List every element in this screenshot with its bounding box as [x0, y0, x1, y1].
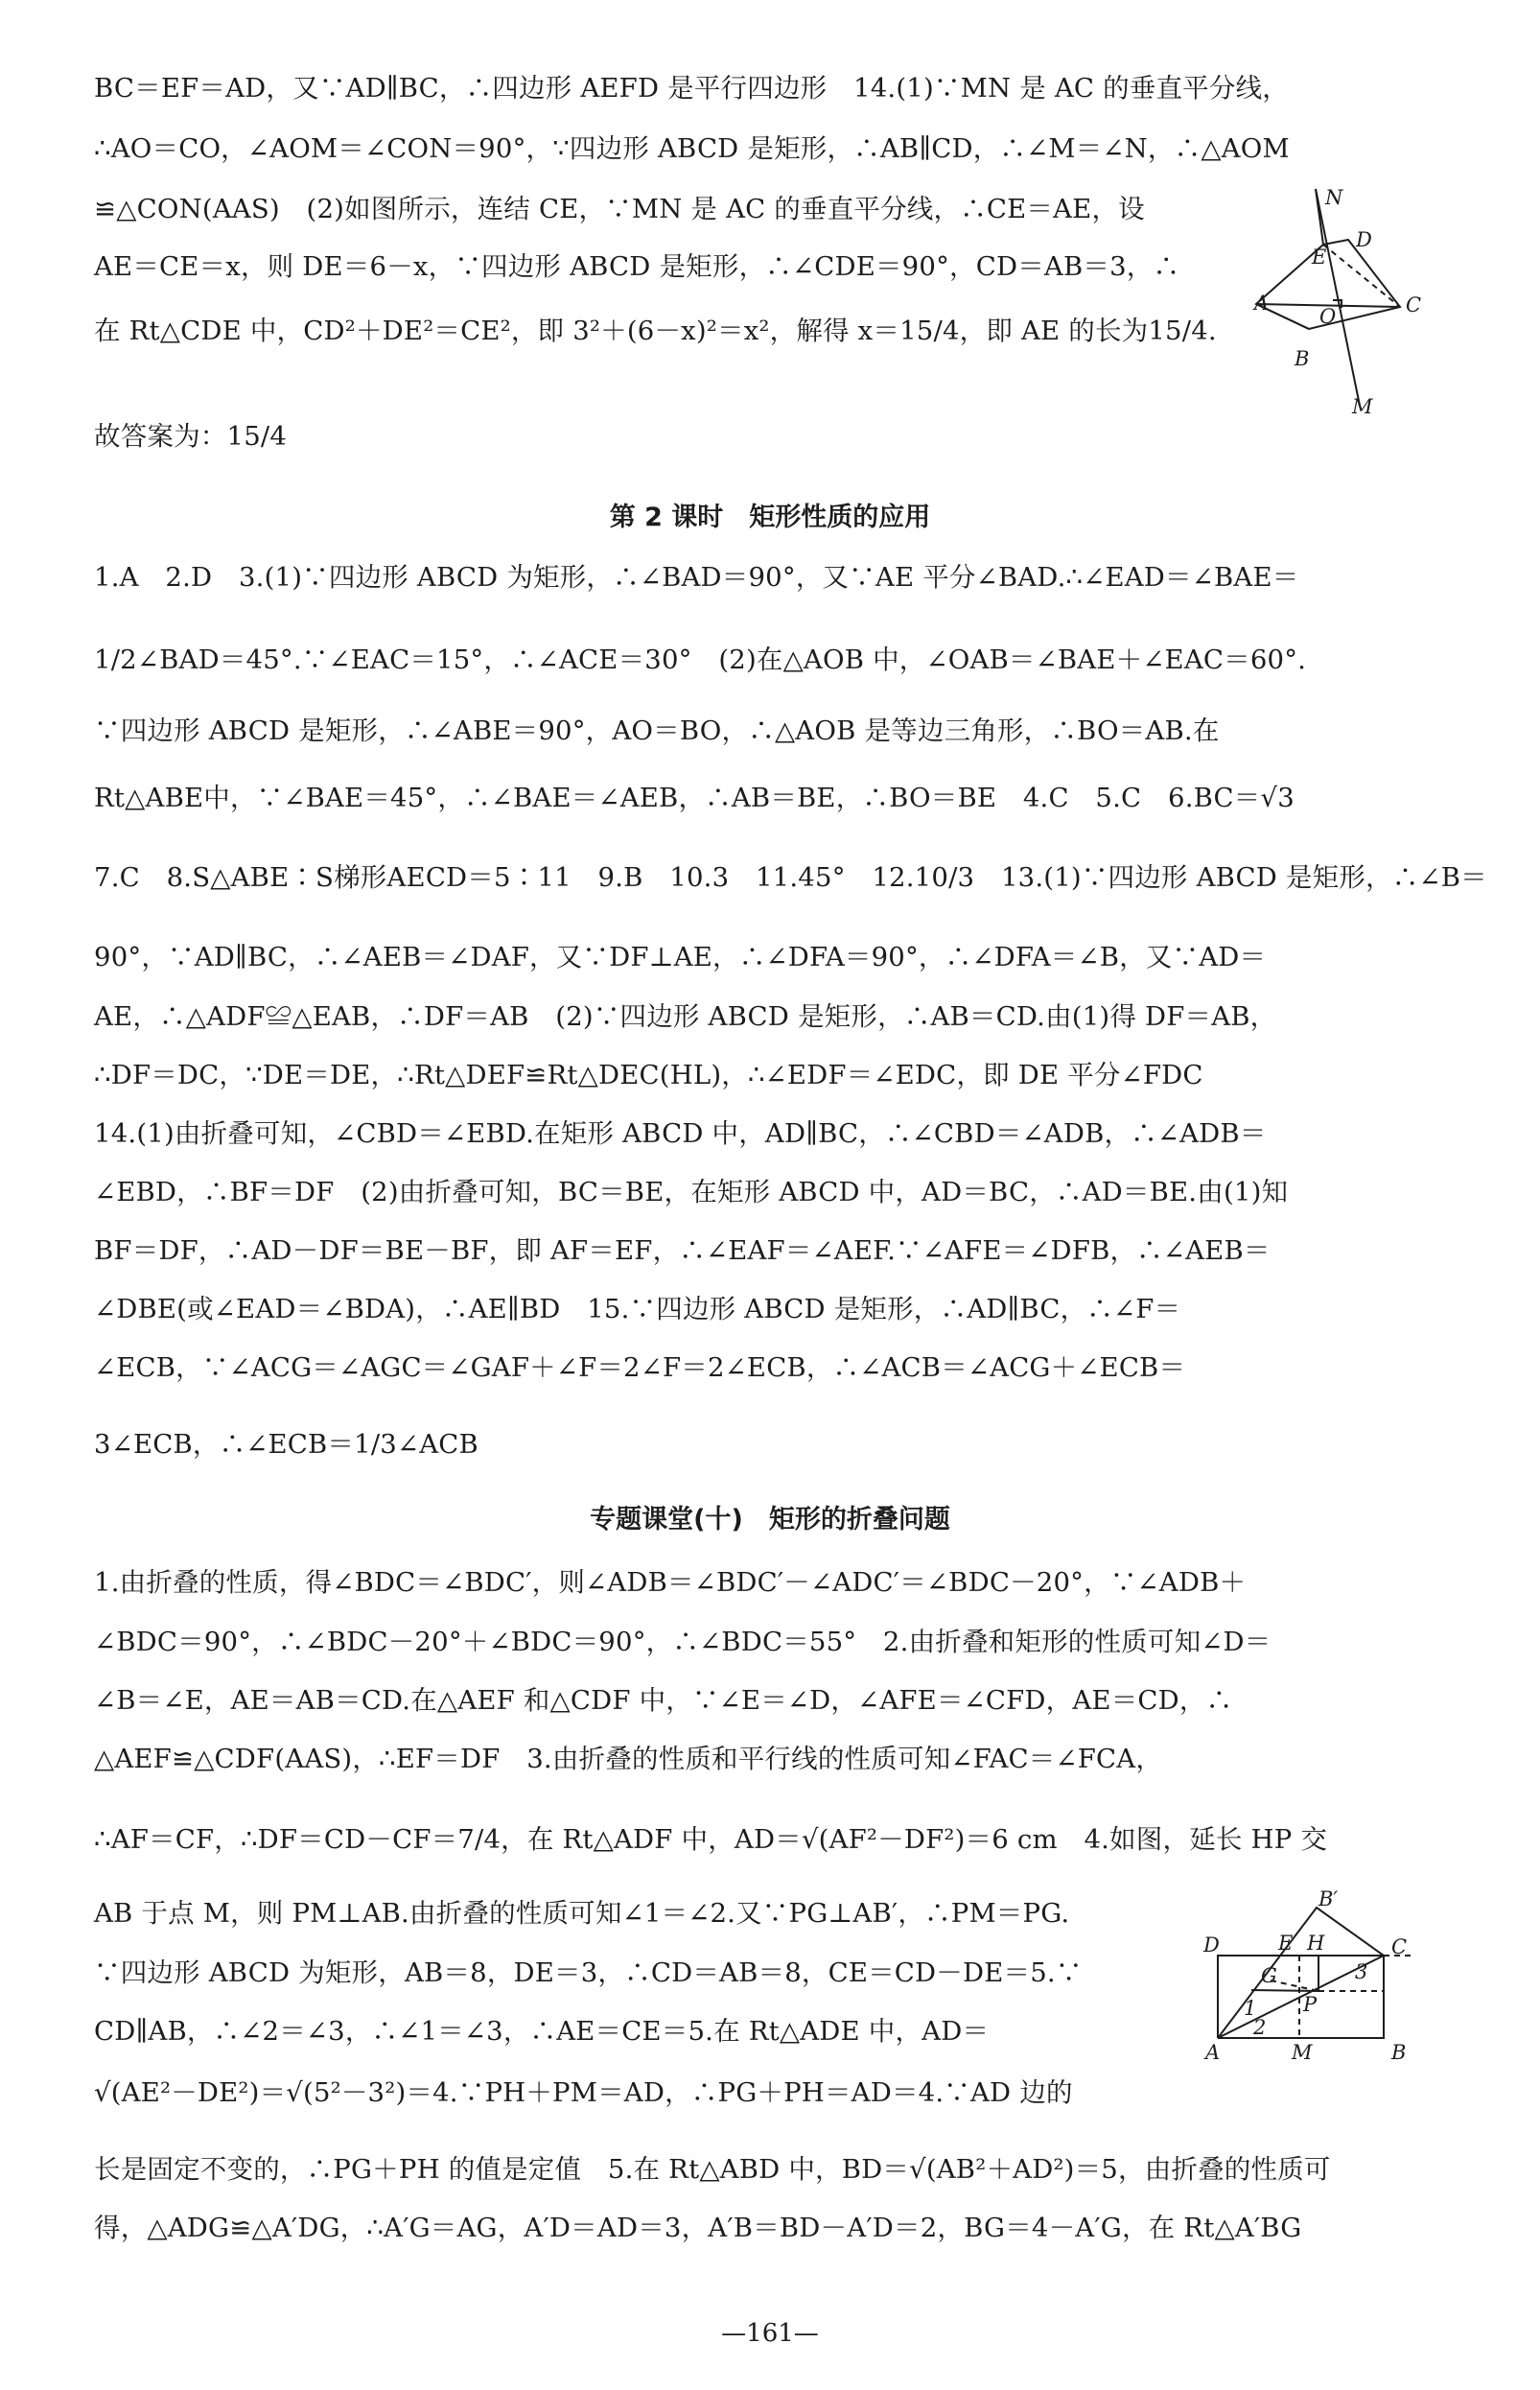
figure-rectangle-fold-diagram	[1203, 1887, 1419, 2086]
figure-label-E: E	[1312, 246, 1327, 269]
figure-label-E: E	[1278, 1932, 1294, 1955]
figure-label-O: O	[1319, 305, 1337, 328]
text-line: ∵四边形 ABCD 为矩形，AB＝8，DE＝3，∴CD＝AB＝8，CE＝CD－DE＝5.∵	[94, 1957, 1083, 1988]
figure-rhombus-diagram	[1256, 187, 1458, 417]
text-line: △AEF≌△CDF(AAS)，∴EF＝DF 3.由折叠的性质和平行线的性质可知∠FAC＝∠FCA，	[94, 1744, 1163, 1774]
figure-label-A: A	[1205, 2041, 1221, 2064]
figure-label-2: 2	[1253, 2016, 1267, 2039]
figure-label-B: B	[1391, 2041, 1407, 2064]
figure-label-N: N	[1325, 186, 1343, 209]
text-line: ∠EBD，∴BF＝DF (2)由折叠可知，BC＝BE，在矩形 ABCD 中，AD＝BC，∴AD＝BE.由(1)知	[94, 1177, 1289, 1207]
figure-label-G: G	[1261, 1964, 1277, 1987]
figure-label-P: P	[1303, 1993, 1318, 2016]
figure-label-C: C	[1406, 293, 1422, 316]
figure-label-H: H	[1307, 1932, 1325, 1955]
text-line: ∴AO＝CO，∠AOM＝∠CON＝90°，∵四边形 ABCD 是矩形，∴AB∥CD，∴∠M＝∠N，∴△AOM	[94, 133, 1290, 164]
section-title: 第 2 课时 矩形性质的应用	[609, 503, 931, 532]
text-line: 故答案为：15/4	[94, 421, 288, 452]
text-line: 14.(1)由折叠可知，∠CBD＝∠EBD.在矩形 ABCD 中，AD∥BC，∴∠CBD＝∠ADB，∴∠ADB＝	[94, 1118, 1267, 1149]
figure-label-M: M	[1292, 2041, 1313, 2064]
text-line: AB 于点 M，则 PM⊥AB.由折叠的性质可知∠1＝∠2.又∵PG⊥AB′，∴PM＝PG.	[94, 1898, 1070, 1929]
figure-label-3: 3	[1355, 1960, 1368, 1983]
text-line: CD∥AB，∴∠2＝∠3，∴∠1＝∠3，∴AE＝CE＝5.在 Rt△ADE 中，AD＝	[94, 2016, 990, 2047]
text-line: BC＝EF＝AD，又∵AD∥BC，∴四边形 AEFD 是平行四边形 14.(1)∵MN 是 AC 的垂直平分线，	[94, 73, 1289, 104]
text-line: 3∠ECB，∴∠ECB＝1/3∠ACB	[94, 1429, 478, 1460]
text-line: ∵四边形 ABCD 是矩形，∴∠ABE＝90°，AO＝BO，∴△AOB 是等边三角形，∴BO＝AB.在	[94, 715, 1220, 746]
figure-label-M: M	[1352, 395, 1373, 418]
text-line: 1/2∠BAD＝45°.∵∠EAC＝15°，∴∠ACE＝30° (2)在△AOB 中，∠OAB＝∠BAE＋∠EAC＝60°.	[94, 644, 1307, 675]
figure-label-1: 1	[1244, 1997, 1257, 2020]
text-line: ∴AF＝CF，∴DF＝CD－CF＝7/4，在 Rt△ADF 中，AD＝√(AF²－DF²)＝6 cm 4.如图，延长 HP 交	[94, 1824, 1328, 1855]
text-line: ≌△CON(AAS) (2)如图所示，连结 CE，∵MN 是 AC 的垂直平分线，∴CE＝AE，设	[94, 194, 1145, 224]
text-line: ∠ECB，∵∠ACG＝∠AGC＝∠GAF＋∠F＝2∠F＝2∠ECB，∴∠ACB＝∠ACG＋∠ECB＝	[94, 1352, 1186, 1383]
text-line: AE＝CE＝x，则 DE＝6－x，∵四边形 ABCD 是矩形，∴∠CDE＝90°，CD＝AB＝3，∴	[94, 251, 1180, 282]
figure-label-D: D	[1356, 228, 1372, 251]
text-line: ∴DF＝DC，∵DE＝DE，∴Rt△DEF≌Rt△DEC(HL)，∴∠EDF＝∠EDC，即 DE 平分∠FDC	[94, 1060, 1203, 1090]
figure-label-Bprime: B′	[1318, 1887, 1339, 1910]
text-line: 在 Rt△CDE 中，CD²＋DE²＝CE²，即 3²＋(6－x)²＝x²，解得 x＝15/4，即 AE 的长为15/4.	[94, 316, 1217, 346]
text-line: 1.A 2.D 3.(1)∵四边形 ABCD 为矩形，∴∠BAD＝90°，又∵AE 平分∠BAD.∴∠EAD＝∠BAE＝	[94, 562, 1299, 593]
figure-label-D: D	[1203, 1933, 1220, 1957]
text-line: 7.C 8.S△ABE∶S梯形AECD＝5∶11 9.B 10.3 11.45° 12.10/3 13.(1)∵四边形 ABCD 是矩形，∴∠B＝	[94, 862, 1487, 893]
text-line: √(AE²－DE²)＝√(5²－3²)＝4.∵PH＋PM＝AD，∴PG＋PH＝AD＝4.∵AD 边的	[94, 2077, 1073, 2108]
text-line: ∠B＝∠E，AE＝AB＝CD.在△AEF 和△CDF 中，∵∠E＝∠D，∠AFE＝∠CFD，AE＝CD，∴	[94, 1685, 1233, 1716]
page-number: —161—	[721, 2319, 819, 2348]
text-line: BF＝DF，∴AD－DF＝BE－BF，即 AF＝EF，∴∠EAF＝∠AEF.∵∠AFE＝∠DFB，∴∠AEB＝	[94, 1235, 1271, 1266]
section-title: 专题课堂(十) 矩形的折叠问题	[590, 1505, 950, 1535]
figure-label-B: B	[1295, 347, 1310, 370]
text-line: AE，∴△ADF≌△EAB，∴DF＝AB (2)∵四边形 ABCD 是矩形，∴AB＝CD.由(1)得 DF＝AB，	[94, 1001, 1277, 1032]
figure-label-C: C	[1391, 1935, 1408, 1958]
text-line: 90°，∵AD∥BC，∴∠AEB＝∠DAF，又∵DF⊥AE，∴∠DFA＝90°，∴∠DFA＝∠B，又∵AD＝	[94, 942, 1267, 972]
figure-label-A: A	[1254, 292, 1270, 315]
text-line: Rt△ABE中，∵∠BAE＝45°，∴∠BAE＝∠AEB，∴AB＝BE，∴BO＝BE 4.C 5.C 6.BC＝√3	[94, 783, 1295, 813]
text-line: 得，△ADG≌△A′DG，∴A′G＝AG，A′D＝AD＝3，A′B＝BD－A′D＝2，BG＝4－A′G，在 Rt△A′BG	[94, 2213, 1302, 2243]
text-line: ∠DBE(或∠EAD＝∠BDA)，∴AE∥BD 15.∵四边形 ABCD 是矩形，∴AD∥BC，∴∠F＝	[94, 1294, 1181, 1324]
text-line: 1.由折叠的性质，得∠BDC＝∠BDC′，则∠ADB＝∠BDC′－∠ADC′＝∠BDC－20°，∵∠ADB＋	[94, 1567, 1247, 1598]
text-line: ∠BDC＝90°，∴∠BDC－20°＋∠BDC＝90°，∴∠BDC＝55° 2.由折叠和矩形的性质可知∠D＝	[94, 1627, 1272, 1657]
text-line: 长是固定不变的，∴PG＋PH 的值是定值 5.在 Rt△ABD 中，BD＝√(AB²＋AD²)＝5，由折叠的性质可	[94, 2154, 1331, 2185]
